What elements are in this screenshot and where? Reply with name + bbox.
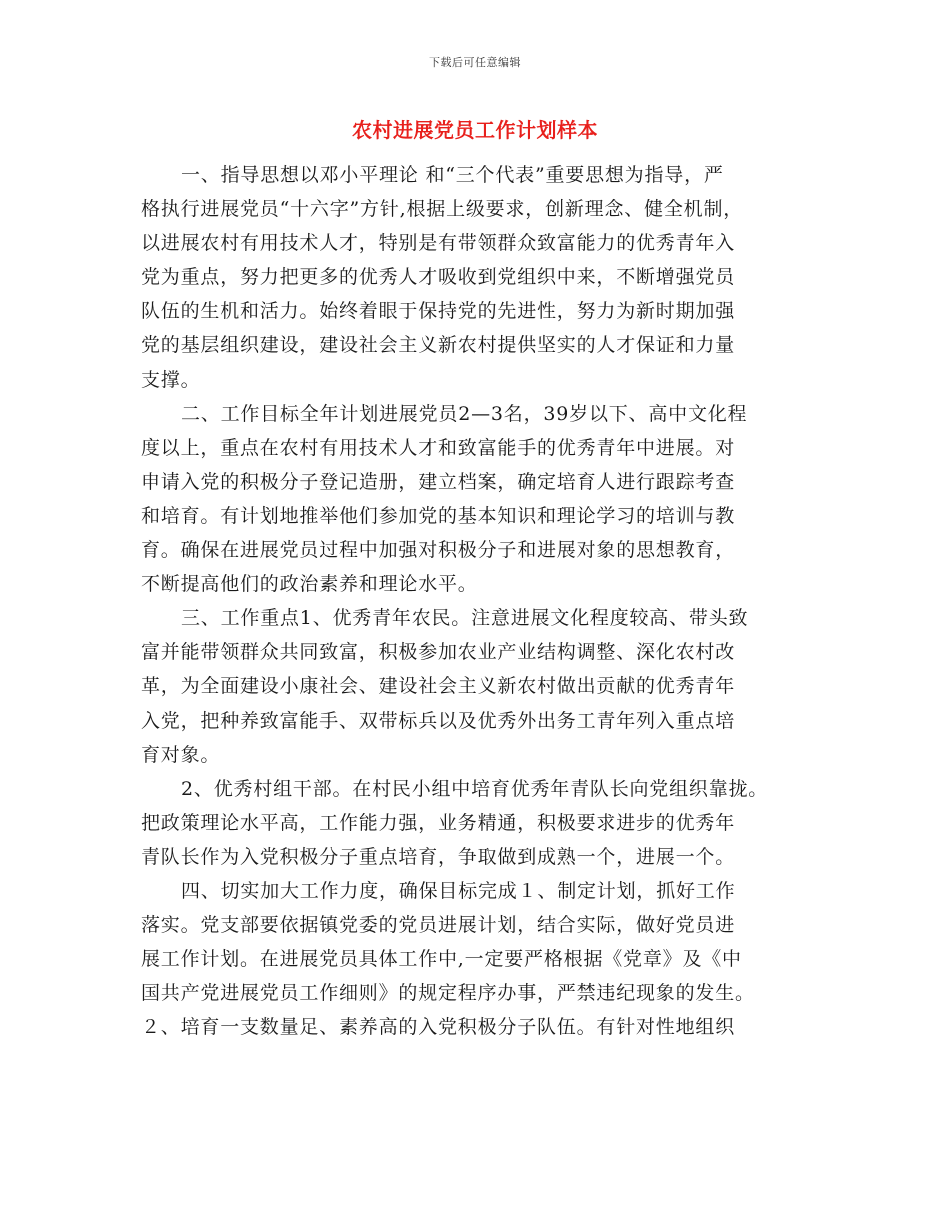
- body-line: 三、工作重点1、优秀青年农民。注意进展文化程度较高、带头致: [181, 607, 749, 630]
- body-line: 党的基层组织建设，建设社会主义新农村提供坚实的人才保证和力量: [141, 334, 736, 357]
- body-line: 育对象。: [141, 743, 221, 766]
- body-line: 队伍的生机和活力。始终着眼于保持党的先进性，努力为新时期加强: [141, 300, 736, 323]
- body-line: 富并能带领群众共同致富，积极参加农业产业结构调整、深化农村改: [141, 641, 736, 664]
- body-line: 格执行进展党员“十六字”方针,根据上级要求，创新理念、健全机制，: [141, 198, 744, 221]
- body-line: 2、优秀村组干部。在村民小组中培育优秀年青队长向党组织靠拢。: [181, 777, 769, 800]
- body-line: 落实。党支部要依据镇党委的党员进展计划，结合实际，做好党员进: [141, 914, 736, 937]
- body-line: 不断提高他们的政治素养和理论水平。: [141, 573, 478, 596]
- body-line: 度以上，重点在农村有用技术人才和致富能手的优秀青年中进展。对: [141, 436, 736, 459]
- body-line: 二、工作目标全年计划进展党员2—3名，39岁以下、高中文化程: [181, 402, 748, 425]
- body-line: 党为重点，努力把更多的优秀人才吸收到党组织中来，不断增强党员: [141, 266, 736, 289]
- body-line: 和培育。有计划地推举他们参加党的基本知识和理论学习的培训与教: [141, 504, 736, 527]
- body-line: 四、切实加大工作力度，确保目标完成１、制定计划，抓好工作: [181, 879, 736, 902]
- body-line: 一、指导思想以邓小平理论 和“三个代表”重要思想为指导，严: [181, 164, 724, 186]
- body-line: 申请入党的积极分子登记造册，建立档案，确定培育人进行跟踪考查: [141, 470, 736, 493]
- body-line: 展工作计划。在进展党员具体工作中,一定要严格根据《党章》及《中: [141, 948, 742, 971]
- body-line: 把政策理论水平高，工作能力强，业务精通，积极要求进步的优秀年: [141, 811, 736, 834]
- document-title: 农村进展党员工作计划样本: [352, 118, 598, 142]
- body-line: 支撑。: [141, 368, 201, 391]
- body-line: 国共产党进展党员工作细则》的规定程序办事，严禁违纪现象的发生。: [141, 982, 755, 1005]
- body-line: 以进展农村有用技术人才，特别是有带领群众致富能力的优秀青年入: [141, 232, 736, 255]
- body-line: ２、培育一支数量足、素养高的入党积极分子队伍。有针对性地组织: [141, 1016, 736, 1039]
- body-line: 育。确保在进展党员过程中加强对积极分子和进展对象的思想教育，: [141, 539, 736, 562]
- document-body: [141, 158, 821, 1044]
- body-line: 革，为全面建设小康社会、建设社会主义新农村做出贡献的优秀青年: [141, 675, 736, 698]
- page-header: 下载后可任意编辑: [429, 56, 521, 69]
- body-line: 入党，把种养致富能手、双带标兵以及优秀外出务工青年列入重点培: [141, 709, 736, 732]
- body-line: 青队长作为入党积极分子重点培育，争取做到成熟一个，进展一个。: [141, 845, 736, 868]
